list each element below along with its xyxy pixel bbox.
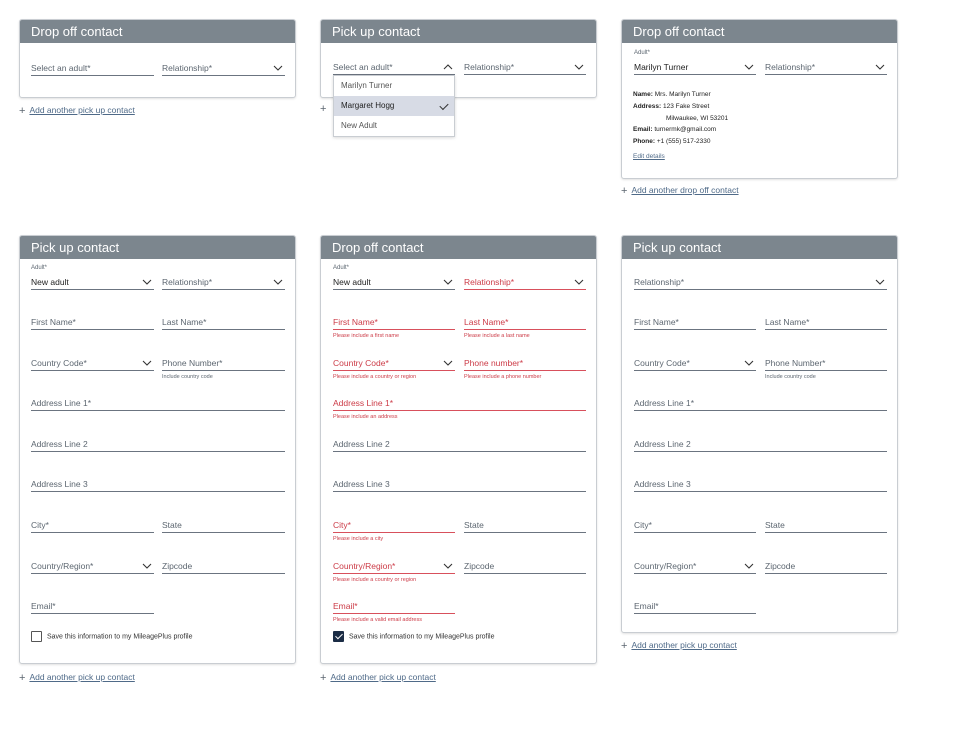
relationship-dropdown[interactable]: Relationship* [634, 274, 887, 290]
country-region-dropdown[interactable]: Country/Region* [31, 558, 154, 574]
chevron-down-icon [142, 360, 152, 366]
chevron-down-icon [443, 563, 453, 569]
email-field[interactable]: Email* [634, 598, 756, 614]
card-title: Pick up contact [622, 236, 897, 259]
checkbox-checked[interactable] [333, 631, 344, 642]
first-name-error: Please include a first name [333, 333, 400, 339]
phone-number-field[interactable]: Phone Number* [162, 355, 285, 371]
address-line-3-field[interactable]: Address Line 3 [333, 476, 586, 492]
country-code-error: Please include a country or region [333, 374, 417, 380]
country-code-dropdown[interactable]: Country Code* [31, 355, 154, 371]
first-name-field[interactable]: First Name* [634, 314, 756, 330]
first-name-field[interactable]: First Name* [333, 314, 455, 330]
address-line-3-field[interactable]: Address Line 3 [31, 476, 285, 492]
last-name-field[interactable]: Last Name* [464, 314, 586, 330]
address-line-1-field[interactable]: Address Line 1* [31, 395, 285, 411]
select-adult-dropdown[interactable]: Select an adult* [31, 60, 154, 76]
address-line-1-field[interactable]: Address Line 1* [333, 395, 586, 411]
drop-off-contact-card [621, 19, 898, 179]
relationship-dropdown[interactable]: Relationship* [765, 59, 887, 75]
country-code-dropdown[interactable]: Country Code* [634, 355, 756, 371]
chevron-down-icon [744, 64, 754, 70]
zipcode-field[interactable]: Zipcode [464, 558, 586, 574]
card-title: Drop off contact [20, 20, 295, 43]
add-pickup-contact-link[interactable]: + Add another pick up contact [320, 672, 436, 684]
address-line-2-field[interactable]: Address Line 2 [31, 436, 285, 452]
check-icon [439, 101, 448, 110]
last-name-field[interactable]: Last Name* [162, 314, 285, 330]
save-profile-checkbox[interactable]: Save this information to my MileagePlus profile [31, 631, 193, 642]
edit-details-link[interactable]: Edit details [633, 153, 665, 160]
adult-dropdown[interactable]: Adult* Marilyn Turner [634, 59, 756, 75]
country-code-dropdown[interactable]: Country Code* [333, 355, 455, 371]
address-line-2-field[interactable]: Address Line 2 [634, 436, 887, 452]
relationship-dropdown[interactable]: Relationship* [162, 60, 285, 76]
adult-dropdown-menu [333, 75, 455, 137]
drop-off-contact-card [19, 19, 296, 98]
pick-up-contact-card [19, 235, 296, 664]
phone-hint: Include country code [162, 374, 213, 380]
plus-icon: + [320, 672, 327, 684]
plus-icon: + [621, 185, 628, 197]
chevron-down-icon [574, 64, 584, 70]
zipcode-field[interactable]: Zipcode [162, 558, 285, 574]
address-line-2-field[interactable]: Address Line 2 [333, 436, 586, 452]
chevron-down-icon [142, 279, 152, 285]
card-title: Pick up contact [20, 236, 295, 259]
country-region-dropdown[interactable]: Country/Region* [634, 558, 756, 574]
city-error: Please include a city [333, 536, 384, 542]
chevron-up-icon [443, 64, 453, 70]
relationship-dropdown[interactable]: Relationship* [162, 274, 285, 290]
dropdown-option[interactable]: Marilyn Turner [341, 81, 393, 90]
chevron-down-icon [273, 279, 283, 285]
chevron-down-icon [443, 360, 453, 366]
adult-dropdown[interactable]: Adult* New adult [333, 274, 455, 290]
pick-up-contact-card [621, 235, 898, 633]
phone-error: Please include a phone number [464, 374, 542, 380]
zipcode-field[interactable]: Zipcode [765, 558, 887, 574]
chevron-down-icon [142, 563, 152, 569]
state-field[interactable]: State [464, 517, 586, 533]
plus-icon: + [19, 105, 26, 117]
email-field[interactable]: Email* [31, 598, 154, 614]
country-region-dropdown[interactable]: Country/Region* [333, 558, 455, 574]
state-field[interactable]: State [765, 517, 887, 533]
chevron-down-icon [273, 65, 283, 71]
last-name-error: Please include a last name [464, 333, 530, 339]
checkbox[interactable] [31, 631, 42, 642]
city-field[interactable]: City* [634, 517, 756, 533]
adult-dropdown[interactable]: Adult* New adult [31, 274, 154, 290]
save-profile-checkbox[interactable]: Save this information to my MileagePlus profile [333, 631, 495, 642]
chevron-down-icon [574, 279, 584, 285]
country-region-error: Please include a country or region [333, 577, 417, 583]
last-name-field[interactable]: Last Name* [765, 314, 887, 330]
address-error: Please include an address [333, 414, 398, 420]
add-drop-off-contact-link[interactable]: + Add another drop off contact [621, 185, 739, 197]
dropdown-option[interactable]: New Adult [341, 121, 378, 130]
add-pickup-contact-link[interactable]: + Add another pick up contact [19, 672, 135, 684]
chevron-down-icon [875, 64, 885, 70]
address-line-3-field[interactable]: Address Line 3 [634, 476, 887, 492]
plus-icon: + [320, 103, 327, 115]
drop-off-contact-card [320, 235, 597, 664]
city-field[interactable]: City* [31, 517, 154, 533]
first-name-field[interactable]: First Name* [31, 314, 154, 330]
select-adult-dropdown[interactable]: Select an adult* [333, 59, 455, 75]
relationship-dropdown[interactable]: Relationship* [464, 59, 586, 75]
add-pickup-contact-link[interactable]: + Add another pick up contact [19, 105, 135, 117]
chevron-down-icon [443, 279, 453, 285]
phone-hint: Include country code [765, 374, 816, 380]
plus-icon: + [621, 640, 628, 652]
card-title: Pick up contact [321, 20, 596, 43]
chevron-down-icon [744, 360, 754, 366]
city-field[interactable]: City* [333, 517, 455, 533]
address-line-1-field[interactable]: Address Line 1* [634, 395, 887, 411]
dropdown-option-selected[interactable]: Margaret Hogg [334, 96, 454, 116]
contact-details: Name: Mrs. Marilyn Turner Address: 123 Fake Street Milwaukee, WI 53201 Email: turnermk@gmail.com Phone: +1 (555) 517-2330 [633, 91, 729, 146]
chevron-down-icon [875, 279, 885, 285]
chevron-down-icon [744, 563, 754, 569]
card-title: Drop off contact [321, 236, 596, 259]
add-pickup-contact-link[interactable]: + Add another pick up contact [621, 640, 737, 652]
state-field[interactable]: State [162, 517, 285, 533]
card-title: Drop off contact [622, 20, 897, 43]
email-field[interactable]: Email* [333, 598, 455, 614]
phone-number-field[interactable]: Phone Number* [765, 355, 887, 371]
phone-number-field[interactable]: Phone number* [464, 355, 586, 371]
plus-icon: + [19, 672, 26, 684]
email-error: Please include a valid email address [333, 617, 422, 623]
relationship-dropdown[interactable]: Relationship* [464, 274, 586, 290]
